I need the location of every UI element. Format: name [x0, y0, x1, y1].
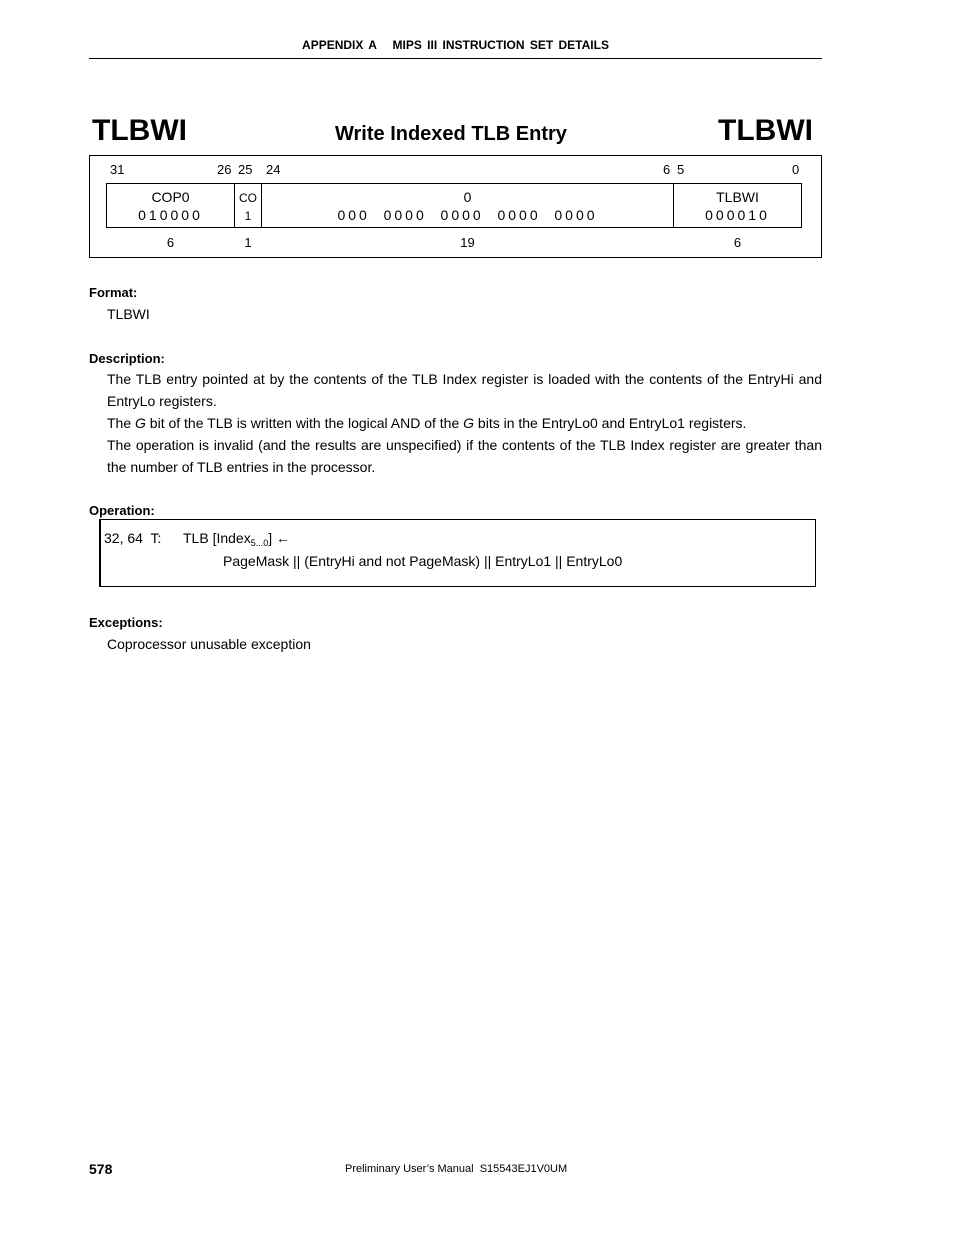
header-rule: [89, 58, 822, 59]
field-value: 1: [244, 209, 252, 223]
operation-line1-prefix: TLB [Index: [183, 530, 251, 546]
field-cop0: [106, 183, 235, 228]
field-zero: [261, 183, 674, 228]
field-label: COP0: [151, 189, 190, 205]
operation-line2: PageMask || (EntryHi and not PageMask) || EntryLo1 || EntryLo0: [223, 553, 623, 569]
bit-0: 0: [792, 162, 800, 177]
description-p3-line2: the number of TLB entries in the processor.: [107, 459, 376, 475]
description-p1-line2: EntryLo registers.: [107, 393, 217, 409]
bit-5: 5: [677, 162, 685, 177]
width-co: 1: [244, 235, 252, 250]
mnemonic-right: TLBWI: [718, 114, 813, 147]
description-p1-line1: The TLB entry pointed at by the contents of the TLB Index register is loaded with the contents of the EntryHi and: [107, 371, 822, 387]
running-header: APPENDIX A MIPS III INSTRUCTION SET DETAILS: [302, 38, 609, 52]
description-p3-line1: The operation is invalid (and the results are unspecified) if the contents of the TLB Index register are greater than: [107, 437, 822, 453]
description-p2-text: bits in the EntryLo0 and EntryLo1 registers.: [474, 415, 747, 431]
mnemonic-left: TLBWI: [92, 114, 187, 147]
field-co: [234, 183, 262, 228]
page-number: 578: [89, 1161, 113, 1177]
g-bit-italic: G: [135, 415, 146, 431]
description-heading: Description:: [89, 351, 165, 366]
exceptions-text: Coprocessor unusable exception: [107, 636, 311, 652]
description-p2: [107, 412, 746, 434]
format-heading: Format:: [89, 285, 138, 300]
bit-25: 25: [238, 162, 253, 177]
bit-6: 6: [663, 162, 671, 177]
g-bits-italic: G: [463, 415, 475, 431]
field-value: 010000: [138, 207, 203, 223]
width-tlbwi: 6: [733, 235, 742, 250]
operation-heading: Operation:: [89, 503, 155, 518]
manual-id: Preliminary User’s Manual S15543EJ1V0UM: [345, 1163, 568, 1175]
bit-26: 26: [217, 162, 232, 177]
description-p2-text: The: [107, 415, 136, 431]
field-value: 000010: [705, 207, 770, 223]
width-cop0: 6: [166, 235, 175, 250]
field-label: CO: [239, 191, 257, 205]
bit-24: 24: [266, 162, 281, 177]
field-label: 0: [463, 189, 472, 205]
operation-line1: [183, 530, 290, 548]
index-subscript: 5...0: [250, 538, 269, 548]
description-p2-text: bit of the TLB is written with the logical AND of the: [145, 415, 464, 431]
field-tlbwi: [673, 183, 802, 228]
field-label: TLBWI: [716, 189, 759, 205]
width-zero: 19: [460, 235, 475, 250]
format-text: TLBWI: [107, 306, 150, 322]
field-value: 000 0000 0000 0000 0000: [337, 207, 598, 223]
instruction-name: Write Indexed TLB Entry: [335, 123, 567, 145]
operation-line1-suffix: ] ←: [268, 530, 290, 546]
bit-31: 31: [110, 162, 125, 177]
operation-mode: 32, 64 T:: [104, 530, 162, 546]
exceptions-heading: Exceptions:: [89, 615, 163, 630]
